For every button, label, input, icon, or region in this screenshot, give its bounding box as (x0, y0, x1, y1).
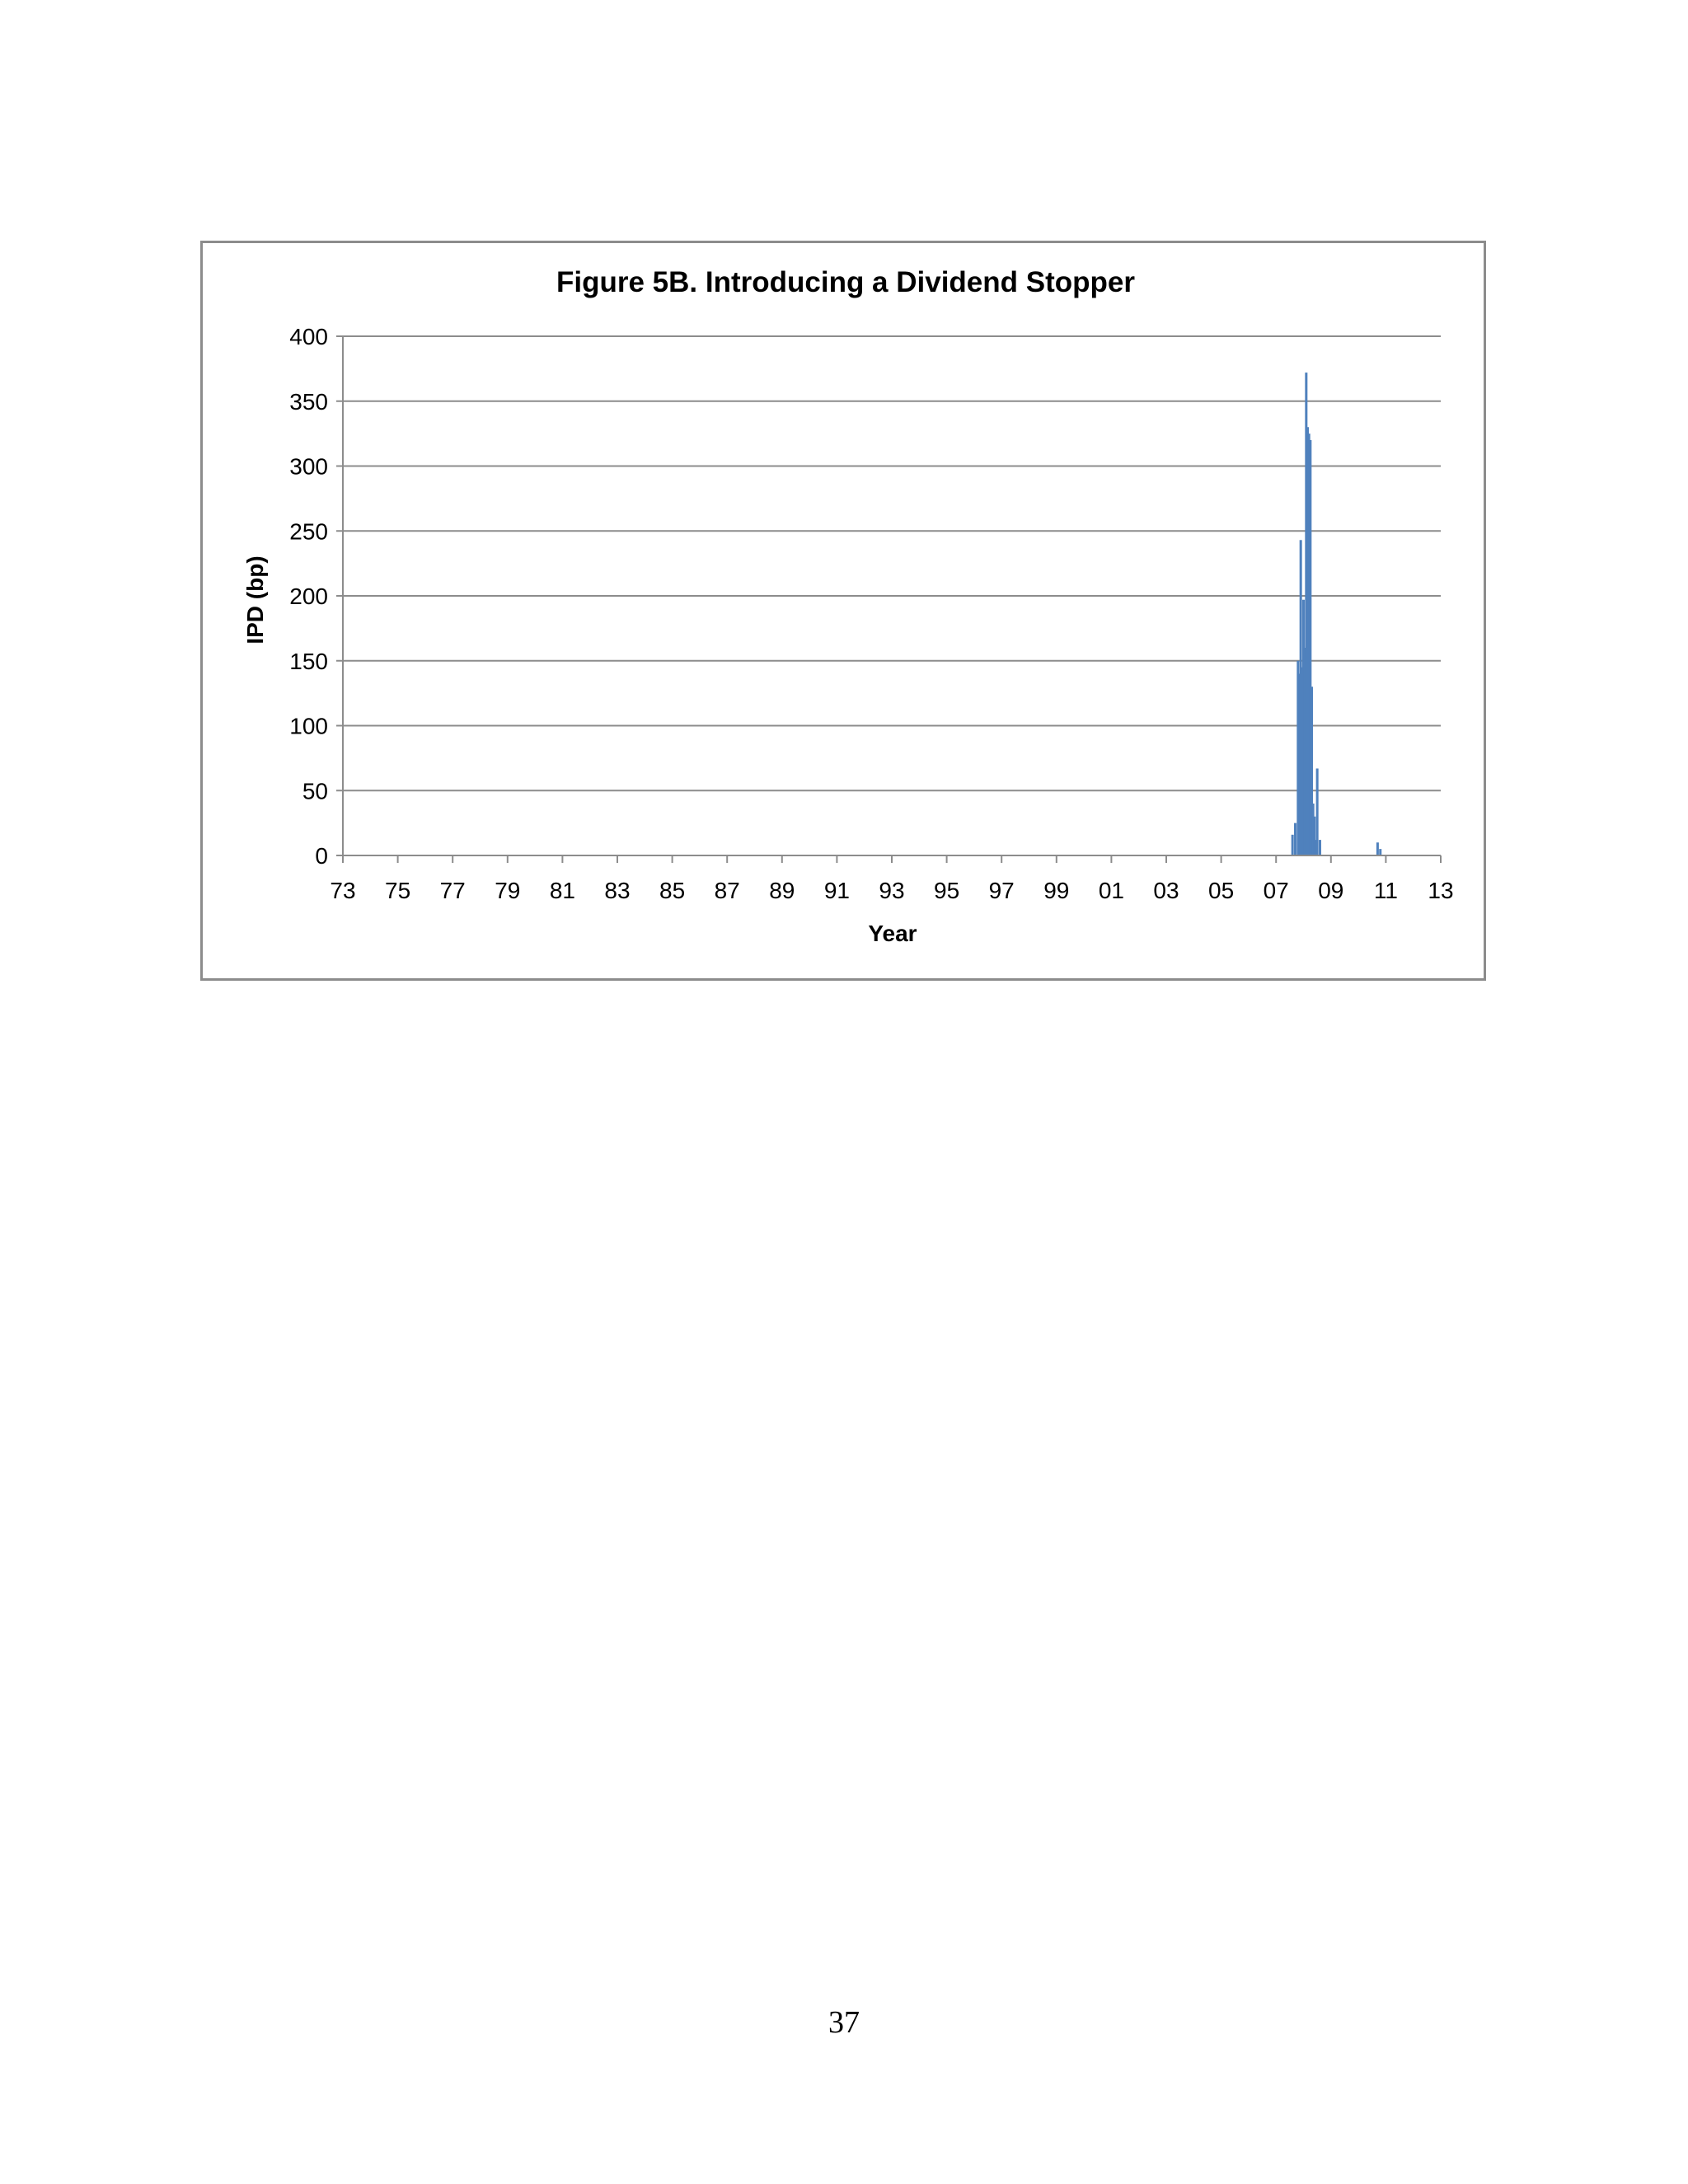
data-bar (1379, 849, 1381, 855)
page-number: 37 (828, 2005, 860, 2040)
x-tick-label: 77 (439, 878, 466, 903)
x-tick-label: 85 (659, 878, 686, 903)
x-tick-label: 87 (714, 878, 740, 903)
x-tick-label: 79 (495, 878, 521, 903)
y-tick-label: 100 (289, 713, 328, 739)
x-tick-label: 07 (1263, 878, 1289, 903)
x-tick-label: 81 (549, 878, 575, 903)
x-tick-label: 03 (1153, 878, 1179, 903)
chart-title: Figure 5B. Introducing a Dividend Stopper (556, 266, 1135, 298)
data-bar (1376, 842, 1379, 855)
x-tick-label: 93 (879, 878, 905, 903)
x-tick-label: 05 (1208, 878, 1235, 903)
grid-layer (343, 336, 1441, 790)
x-tick-label: 09 (1318, 878, 1344, 903)
x-tick-label: 99 (1043, 878, 1070, 903)
y-tick-label: 50 (302, 778, 328, 804)
x-tick-label: 97 (988, 878, 1015, 903)
x-axis-title: Year (868, 921, 917, 946)
data-bar (1316, 768, 1319, 855)
x-tick-label: 13 (1428, 878, 1454, 903)
y-axis-title: IPD (bp) (242, 555, 268, 644)
x-tick-label: 01 (1098, 878, 1124, 903)
y-tick-label: 150 (289, 648, 328, 674)
x-tick-label: 75 (385, 878, 411, 903)
y-tick-label: 0 (315, 843, 328, 869)
x-tick-label: 11 (1373, 878, 1398, 903)
x-tick-label: 95 (934, 878, 960, 903)
bars-layer (1292, 373, 1382, 855)
data-bar (1294, 823, 1296, 855)
y-tick-label: 300 (289, 453, 328, 480)
x-tick-label: 89 (769, 878, 795, 903)
x-tick-label: 83 (604, 878, 631, 903)
y-tick-label: 200 (289, 583, 328, 609)
data-bar (1292, 835, 1294, 855)
y-tick-label: 250 (289, 518, 328, 545)
x-tick-label: 73 (330, 878, 356, 903)
data-bar (1319, 840, 1321, 855)
chart-frame (200, 241, 1486, 981)
y-tick-label: 400 (289, 324, 328, 349)
y-tick-label: 350 (289, 388, 328, 415)
axis-layer (289, 324, 1453, 903)
x-tick-label: 91 (823, 878, 850, 903)
chart-svg (203, 243, 1489, 983)
